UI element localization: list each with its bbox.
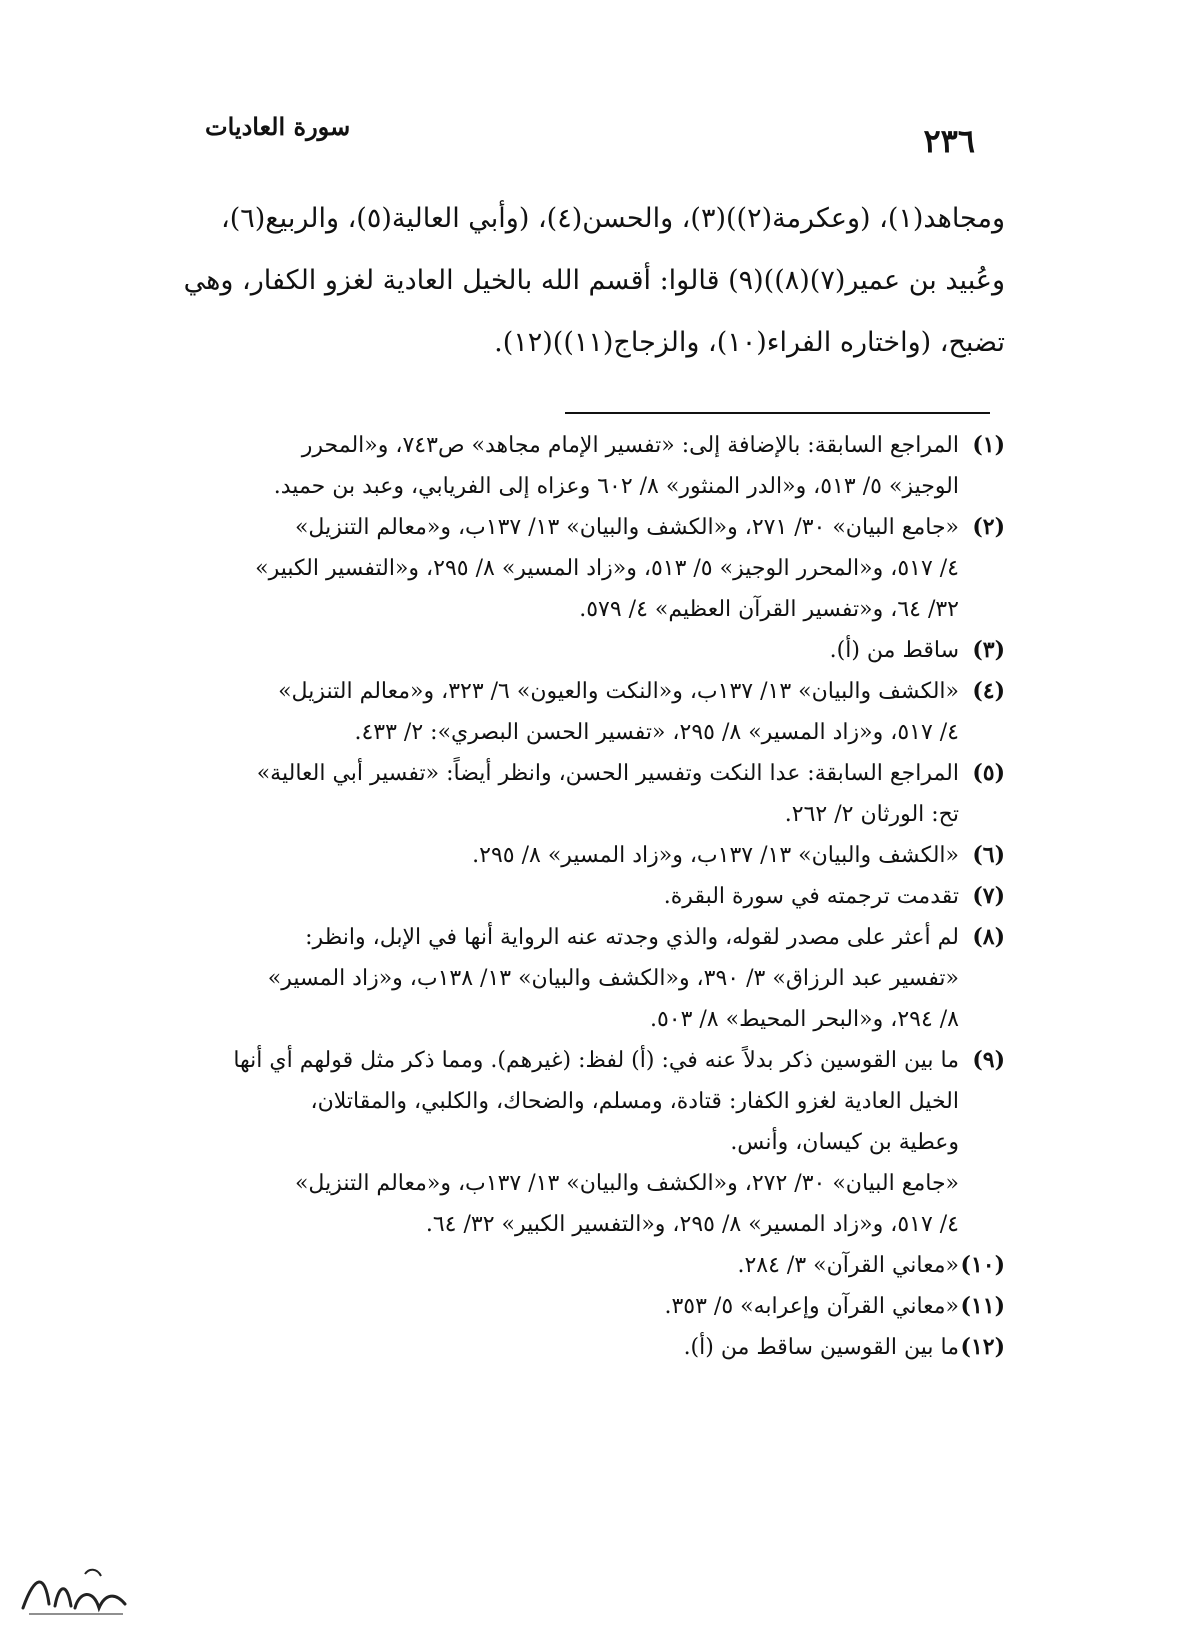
footnote-line: ٤/ ٥١٧، و«المحرر الوجيز» ٥/ ٥١٣، و«زاد المسير» ٨/ ٢٩٥، و«التفسير الكبير» <box>255 556 959 581</box>
footnote <box>145 507 1005 630</box>
footnote-line: ساقط من (أ). <box>829 638 959 663</box>
footnote-line: «جامع البيان» ٣٠/ ٢٧١، و«الكشف والبيان» ١٣/ ١٣٧ب، و«معالم التنزيل» <box>294 515 959 540</box>
footnote-line: الوجيز» ٥/ ٥١٣، و«الدر المنثور» ٨/ ٦٠٢ وعزاه إلى الفريابي، وعبد بن حميد. <box>273 474 959 499</box>
footnote <box>145 671 1005 753</box>
footnote-text <box>145 835 959 876</box>
footnote-line: تح: الورثان ٢/ ٢٦٢. <box>784 802 959 827</box>
footnote-number: (٩) <box>972 1047 1005 1073</box>
main-text-line: ومجاهد(١)، (وعكرمة(٢))(٣)، والحسن(٤)، (وأبي العالية(٥)، والربيع(٦)، <box>221 203 1005 234</box>
page-number: ٢٣٦ <box>923 122 975 160</box>
footnote-text <box>145 630 959 671</box>
footnote-number: (١٠) <box>960 1252 1005 1278</box>
footnote-line: لم أعثر على مصدر لقوله، والذي وجدته عنه الرواية أنها في الإبل، وانظر: <box>305 925 959 950</box>
footnote-line: الخيل العادية لغزو الكفار: قتادة، ومسلم، والضحاك، والكلبي، والمقاتلان، <box>310 1089 959 1114</box>
footnote-line: «معاني القرآن» ٣/ ٢٨٤. <box>737 1253 959 1278</box>
footnote <box>145 1327 1005 1368</box>
footnote-line: ٨/ ٢٩٤، و«البحر المحيط» ٨/ ٥٠٣. <box>649 1007 959 1032</box>
footnote-line: «الكشف والبيان» ١٣/ ١٣٧ب، و«زاد المسير» ٨/ ٢٩٥. <box>472 843 959 868</box>
footnote-number: (٤) <box>972 678 1005 704</box>
footnote <box>145 876 1005 917</box>
footnote-line: ما بين القوسين ذكر بدلاً عنه في: (أ) لفظ: (غيرهم). ومما ذكر مثل قولهم أي أنها <box>233 1048 959 1073</box>
footnote-text <box>145 671 959 753</box>
footnote-number: (١١) <box>960 1293 1005 1319</box>
footnote-line: وعطية بن كيسان، وأنس. <box>730 1130 959 1155</box>
surah-title: سورة العاديات <box>205 112 351 141</box>
footnote-text <box>145 1286 959 1327</box>
footnote-line: «تفسير عبد الرزاق» ٣/ ٣٩٠، و«الكشف والبيان» ١٣/ ١٣٨ب، و«زاد المسير» <box>267 966 959 991</box>
footnote-number: (٧) <box>972 883 1005 909</box>
footnote <box>145 835 1005 876</box>
footnote <box>145 1245 1005 1286</box>
footnotes-list <box>145 425 1005 1368</box>
footnote-text <box>145 507 959 630</box>
footnote-number: (٢) <box>972 514 1005 540</box>
publisher-logo <box>15 1564 135 1622</box>
footnote-number: (٣) <box>972 637 1005 663</box>
footnote <box>145 425 1005 507</box>
footnote-line: ٤/ ٥١٧، و«زاد المسير» ٨/ ٢٩٥، و«التفسير الكبير» ٣٢/ ٦٤. <box>425 1212 959 1237</box>
footnote-text <box>145 1040 959 1245</box>
footnote-text <box>145 425 959 507</box>
footnote-number: (٦) <box>972 842 1005 868</box>
footnote-line: المراجع السابقة: عدا النكت وتفسير الحسن، وانظر أيضاً: «تفسير أبي العالية» <box>256 761 959 786</box>
footnote-line: المراجع السابقة: بالإضافة إلى: «تفسير الإمام مجاهد» ص٧٤٣، و«المحرر <box>301 433 959 458</box>
footnote-text <box>145 1245 959 1286</box>
logo-calligraphy-icon <box>15 1564 135 1622</box>
footnote-line: ٣٢/ ٦٤، و«تفسير القرآن العظيم» ٤/ ٥٧٩. <box>579 597 959 622</box>
footnote <box>145 1286 1005 1327</box>
footnote-separator <box>565 412 990 414</box>
footnote-number: (٨) <box>972 924 1005 950</box>
page-header <box>205 112 975 162</box>
footnote-number: (٥) <box>972 760 1005 786</box>
main-text-line: تضبح، (واختاره الفراء(١٠)، والزجاج(١١))(١٢). <box>494 327 1005 358</box>
footnote-text <box>145 876 959 917</box>
main-text <box>145 188 1005 374</box>
footnote-text <box>145 917 959 1040</box>
footnote-text <box>145 1327 959 1368</box>
footnote-number: (١) <box>972 432 1005 458</box>
footnote-line: ما بين القوسين ساقط من (أ). <box>683 1335 959 1360</box>
footnote-line: «جامع البيان» ٣٠/ ٢٧٢، و«الكشف والبيان» ١٣/ ١٣٧ب، و«معالم التنزيل» <box>294 1171 959 1196</box>
footnote-line: «الكشف والبيان» ١٣/ ١٣٧ب، و«النكت والعيون» ٦/ ٣٢٣، و«معالم التنزيل» <box>278 679 959 704</box>
footnote-text <box>145 753 959 835</box>
footnote <box>145 917 1005 1040</box>
footnote <box>145 630 1005 671</box>
footnote-line: «معاني القرآن وإعرابه» ٥/ ٣٥٣. <box>664 1294 959 1319</box>
footnote <box>145 753 1005 835</box>
footnote-line: ٤/ ٥١٧، و«زاد المسير» ٨/ ٢٩٥، «تفسير الحسن البصري»: ٢/ ٤٣٣. <box>354 720 959 745</box>
footnote-line: تقدمت ترجمته في سورة البقرة. <box>663 884 959 909</box>
footnote <box>145 1040 1005 1245</box>
main-text-line: وعُبيد بن عمير(٧)(٨))(٩) قالوا: أقسم الله بالخيل العادية لغزو الكفار، وهي <box>183 265 1005 296</box>
footnote-number: (١٢) <box>960 1334 1005 1360</box>
